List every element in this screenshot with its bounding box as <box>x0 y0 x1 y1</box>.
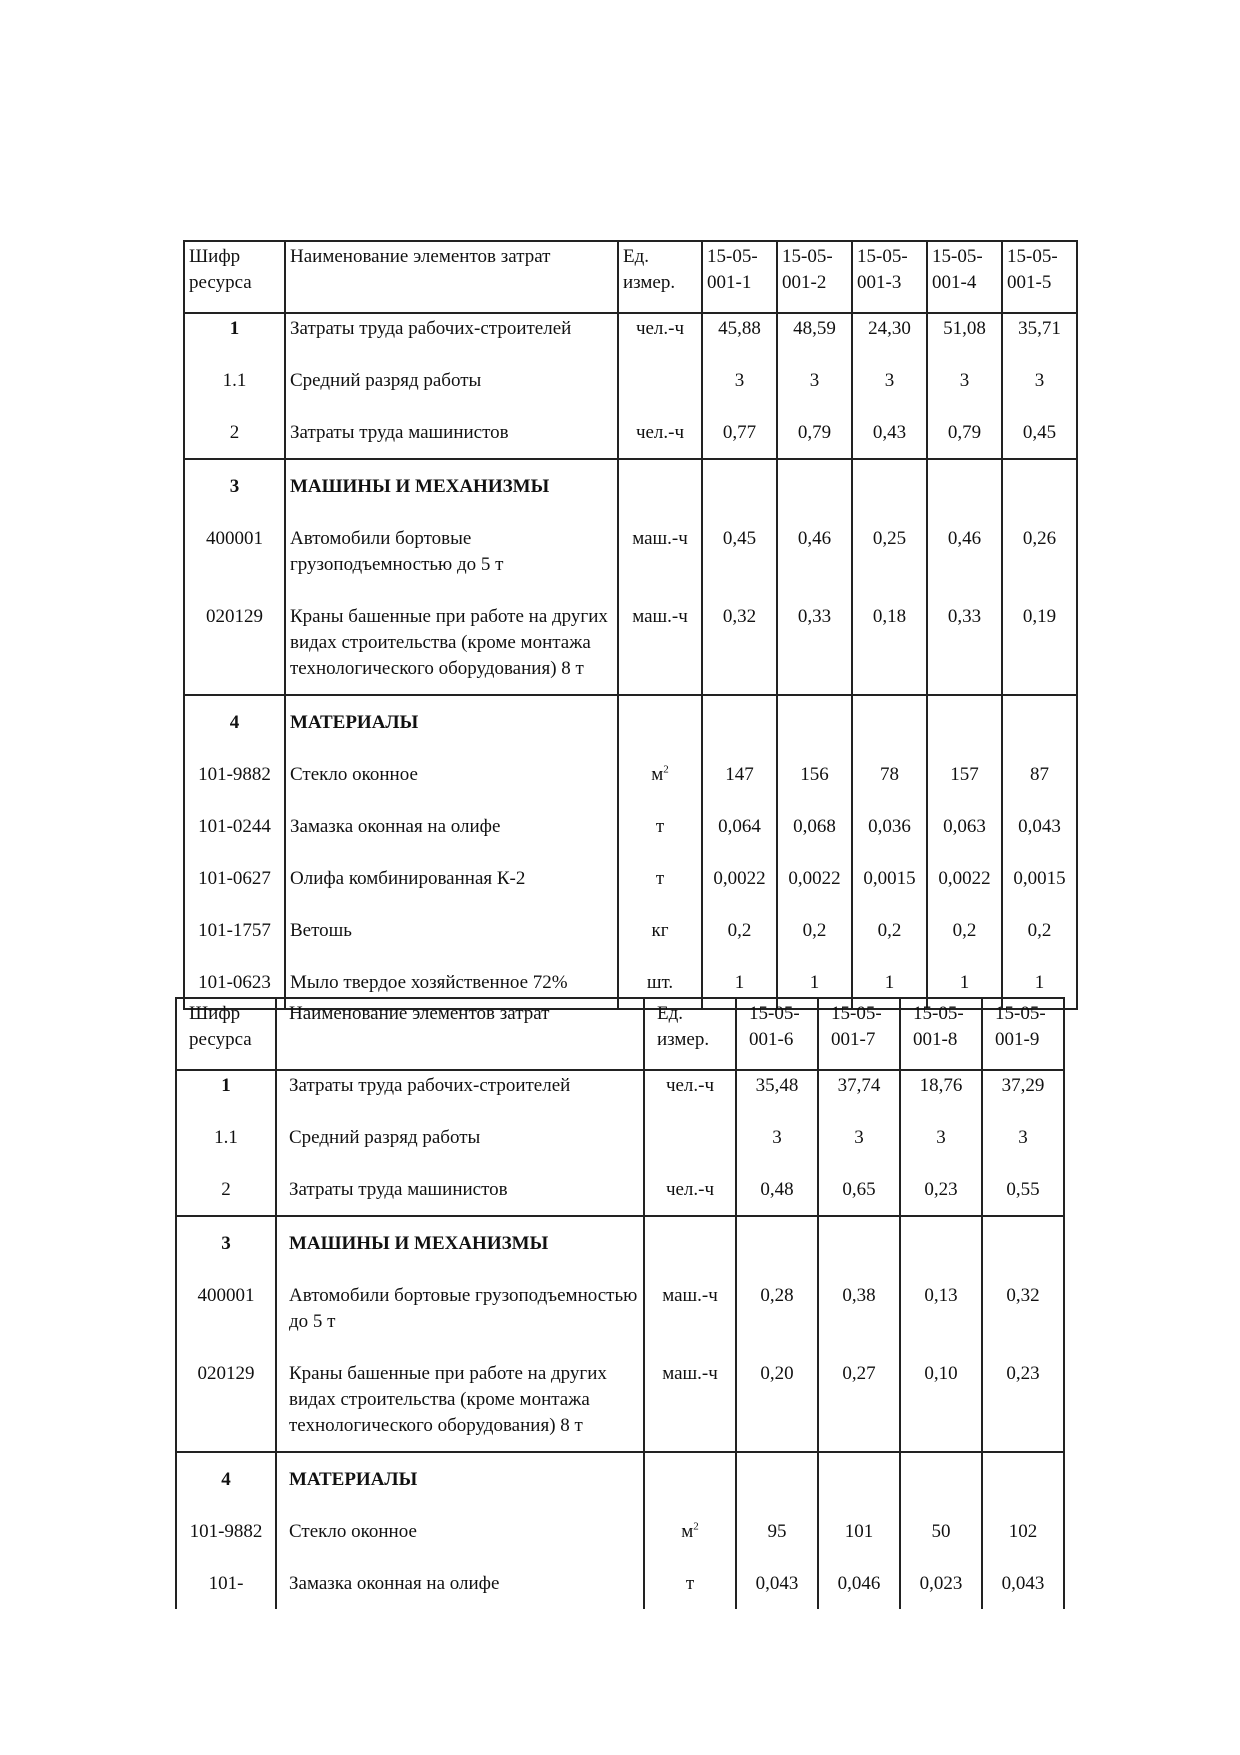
row-name: Краны башенные при работе на других видах строительства (кроме монтажа технологического оборудования) 8 т <box>276 1347 644 1452</box>
row-value <box>702 459 777 512</box>
row-value: 0,036 <box>852 800 927 852</box>
row-value <box>736 1452 818 1505</box>
table-row <box>184 590 1077 695</box>
row-value: 3 <box>927 354 1002 406</box>
row-unit <box>618 354 702 406</box>
row-value <box>982 1216 1064 1269</box>
header-col: 15-05-001-9 <box>982 998 1064 1070</box>
row-name: Средний разряд работы <box>285 354 618 406</box>
table-row <box>176 1557 1064 1609</box>
row-value: 87 <box>1002 748 1077 800</box>
row-value: 3 <box>852 354 927 406</box>
row-name: Стекло оконное <box>276 1505 644 1557</box>
row-value: 0,46 <box>777 512 852 590</box>
row-value: 50 <box>900 1505 982 1557</box>
row-unit <box>644 1070 736 1111</box>
row-value: 0,0022 <box>777 852 852 904</box>
row-unit <box>618 512 702 590</box>
table-row <box>184 852 1077 904</box>
row-code: 400001 <box>176 1269 276 1347</box>
row-value: 0,27 <box>818 1347 900 1452</box>
table-row <box>176 1070 1064 1111</box>
row-unit <box>618 695 702 748</box>
row-code: 400001 <box>184 512 285 590</box>
unit-label: чел.-ч <box>635 318 685 339</box>
row-code: 101- <box>176 1557 276 1609</box>
table-row <box>176 1505 1064 1557</box>
row-value: 101 <box>818 1505 900 1557</box>
row-value: 35,71 <box>1002 313 1077 354</box>
row-code: 4 <box>176 1452 276 1505</box>
unit-label: т <box>655 868 665 889</box>
row-value: 0,0015 <box>852 852 927 904</box>
unit-superscript: 2 <box>693 1520 699 1533</box>
row-value: 0,23 <box>982 1347 1064 1452</box>
row-unit <box>644 1452 736 1505</box>
row-value <box>818 1216 900 1269</box>
row-value: 0,33 <box>927 590 1002 695</box>
row-value: 0,32 <box>982 1269 1064 1347</box>
unit-label: т <box>685 1573 695 1594</box>
row-unit <box>644 1111 736 1163</box>
row-unit <box>644 1163 736 1216</box>
row-value: 1 <box>852 956 927 1009</box>
row-name: МАШИНЫ И МЕХАНИЗМЫ <box>285 459 618 512</box>
row-value: 0,65 <box>818 1163 900 1216</box>
unit-label: т <box>655 816 665 837</box>
row-value: 0,0022 <box>702 852 777 904</box>
unit-label: чел.-ч <box>635 422 685 443</box>
row-value: 0,43 <box>852 406 927 459</box>
header-col: 15-05-001-3 <box>852 241 927 313</box>
row-unit <box>644 1347 736 1452</box>
row-value: 78 <box>852 748 927 800</box>
row-value: 3 <box>818 1111 900 1163</box>
table-row <box>176 1163 1064 1216</box>
row-value: 3 <box>1002 354 1077 406</box>
table-row <box>184 512 1077 590</box>
row-code: 101-0623 <box>184 956 285 1009</box>
row-value: 0,2 <box>1002 904 1077 956</box>
row-value: 0,28 <box>736 1269 818 1347</box>
row-value: 1 <box>1002 956 1077 1009</box>
unit-label: чел.-ч <box>665 1179 715 1200</box>
row-unit <box>644 1505 736 1557</box>
row-value: 0,79 <box>777 406 852 459</box>
header-code: Шифр ресурса <box>176 998 276 1070</box>
row-code: 1 <box>176 1070 276 1111</box>
row-name: Затраты труда машинистов <box>285 406 618 459</box>
row-value: 0,20 <box>736 1347 818 1452</box>
row-value: 0,046 <box>818 1557 900 1609</box>
row-value: 0,2 <box>702 904 777 956</box>
row-value: 0,48 <box>736 1163 818 1216</box>
row-value: 0,19 <box>1002 590 1077 695</box>
row-code: 1.1 <box>184 354 285 406</box>
row-name: Затраты труда машинистов <box>276 1163 644 1216</box>
row-unit <box>618 313 702 354</box>
row-value <box>736 1216 818 1269</box>
table-row <box>176 1216 1064 1269</box>
row-code: 101-9882 <box>184 748 285 800</box>
header-name: Наименование элементов затрат <box>276 998 644 1070</box>
row-value: 0,26 <box>1002 512 1077 590</box>
row-value: 0,043 <box>982 1557 1064 1609</box>
row-value: 0,13 <box>900 1269 982 1347</box>
header-col: 15-05-001-1 <box>702 241 777 313</box>
row-value <box>702 695 777 748</box>
row-value <box>852 695 927 748</box>
table-row <box>184 459 1077 512</box>
table-header-row <box>176 998 1064 1070</box>
row-value: 147 <box>702 748 777 800</box>
row-unit <box>644 1557 736 1609</box>
table-row <box>184 354 1077 406</box>
row-code: 2 <box>176 1163 276 1216</box>
unit-label: маш.-ч <box>632 528 688 549</box>
row-value: 1 <box>927 956 1002 1009</box>
unit-label: маш.-ч <box>632 606 688 627</box>
row-code: 101-1757 <box>184 904 285 956</box>
row-unit <box>618 406 702 459</box>
row-value <box>982 1452 1064 1505</box>
row-value: 0,0015 <box>1002 852 1077 904</box>
row-value <box>900 1216 982 1269</box>
row-value: 95 <box>736 1505 818 1557</box>
row-value: 1 <box>702 956 777 1009</box>
row-value: 0,043 <box>736 1557 818 1609</box>
row-value: 0,32 <box>702 590 777 695</box>
row-name: Ветошь <box>285 904 618 956</box>
row-code: 4 <box>184 695 285 748</box>
header-name: Наименование элементов затрат <box>285 241 618 313</box>
row-name: Краны башенные при работе на других видах строительства (кроме монтажа технологического оборудования) 8 т <box>285 590 618 695</box>
header-unit: Ед. измер. <box>644 998 736 1070</box>
row-value: 157 <box>927 748 1002 800</box>
header-col: 15-05-001-4 <box>927 241 1002 313</box>
header-unit: Ед. измер. <box>618 241 702 313</box>
row-value: 0,55 <box>982 1163 1064 1216</box>
table-row <box>184 748 1077 800</box>
row-name: МАТЕРИАЛЫ <box>285 695 618 748</box>
row-value: 3 <box>777 354 852 406</box>
table-row <box>176 1452 1064 1505</box>
row-value: 0,33 <box>777 590 852 695</box>
row-unit <box>618 904 702 956</box>
unit-label: чел.-ч <box>665 1075 715 1096</box>
resource-table-1 <box>183 240 1078 1010</box>
row-value: 156 <box>777 748 852 800</box>
header-col: 15-05-001-2 <box>777 241 852 313</box>
row-value: 0,2 <box>927 904 1002 956</box>
row-value: 0,38 <box>818 1269 900 1347</box>
table-header-row <box>184 241 1077 313</box>
row-code: 1 <box>184 313 285 354</box>
row-code: 3 <box>184 459 285 512</box>
header-col: 15-05-001-8 <box>900 998 982 1070</box>
row-value: 0,18 <box>852 590 927 695</box>
resource-table-2 <box>175 997 1065 1609</box>
unit-label: кг <box>651 920 669 941</box>
row-value <box>927 459 1002 512</box>
table-row <box>184 904 1077 956</box>
row-code: 101-0627 <box>184 852 285 904</box>
header-col: 15-05-001-5 <box>1002 241 1077 313</box>
row-name: МАШИНЫ И МЕХАНИЗМЫ <box>276 1216 644 1269</box>
row-value: 37,29 <box>982 1070 1064 1111</box>
row-code: 020129 <box>176 1347 276 1452</box>
row-value: 0,45 <box>1002 406 1077 459</box>
row-code: 3 <box>176 1216 276 1269</box>
row-value: 102 <box>982 1505 1064 1557</box>
unit-label: м <box>651 764 664 785</box>
row-value: 0,064 <box>702 800 777 852</box>
row-value: 0,023 <box>900 1557 982 1609</box>
header-col: 15-05-001-6 <box>736 998 818 1070</box>
unit-label: м <box>681 1521 694 1542</box>
row-value <box>900 1452 982 1505</box>
row-value: 0,043 <box>1002 800 1077 852</box>
row-unit <box>618 800 702 852</box>
row-value: 48,59 <box>777 313 852 354</box>
row-name: Замазка оконная на олифе <box>285 800 618 852</box>
row-value: 37,74 <box>818 1070 900 1111</box>
row-name: Стекло оконное <box>285 748 618 800</box>
row-value: 24,30 <box>852 313 927 354</box>
row-value <box>777 695 852 748</box>
row-value: 0,46 <box>927 512 1002 590</box>
row-name: Затраты труда рабочих-строителей <box>285 313 618 354</box>
row-value: 3 <box>982 1111 1064 1163</box>
row-name: Олифа комбинированная К-2 <box>285 852 618 904</box>
row-value: 35,48 <box>736 1070 818 1111</box>
row-name: Средний разряд работы <box>276 1111 644 1163</box>
row-value <box>852 459 927 512</box>
row-name: Замазка оконная на олифе <box>276 1557 644 1609</box>
header-col: 15-05-001-7 <box>818 998 900 1070</box>
table-row <box>176 1347 1064 1452</box>
table-row <box>176 1269 1064 1347</box>
row-unit <box>618 590 702 695</box>
row-value: 0,23 <box>900 1163 982 1216</box>
unit-label: маш.-ч <box>662 1363 718 1384</box>
row-code: 1.1 <box>176 1111 276 1163</box>
row-value: 1 <box>777 956 852 1009</box>
row-unit <box>644 1269 736 1347</box>
row-value: 18,76 <box>900 1070 982 1111</box>
row-value <box>1002 695 1077 748</box>
row-code: 101-0244 <box>184 800 285 852</box>
row-unit <box>644 1216 736 1269</box>
row-value <box>1002 459 1077 512</box>
row-value: 0,0022 <box>927 852 1002 904</box>
row-value: 3 <box>900 1111 982 1163</box>
row-name: Мыло твердое хозяйственное 72% <box>285 956 618 1009</box>
row-value: 0,10 <box>900 1347 982 1452</box>
row-value: 51,08 <box>927 313 1002 354</box>
row-name: Автомобили бортовые грузоподъемностью до 5 т <box>285 512 618 590</box>
table-row <box>176 1111 1064 1163</box>
table-row <box>184 800 1077 852</box>
row-unit <box>618 459 702 512</box>
row-value <box>818 1452 900 1505</box>
row-value: 0,77 <box>702 406 777 459</box>
row-value: 0,25 <box>852 512 927 590</box>
row-name: Автомобили бортовые грузоподъемностью до 5 т <box>276 1269 644 1347</box>
header-code: Шифр ресурса <box>184 241 285 313</box>
row-name: МАТЕРИАЛЫ <box>276 1452 644 1505</box>
row-value: 0,79 <box>927 406 1002 459</box>
row-code: 2 <box>184 406 285 459</box>
row-value <box>927 695 1002 748</box>
row-name: Затраты труда рабочих-строителей <box>276 1070 644 1111</box>
row-value: 0,45 <box>702 512 777 590</box>
row-code: 101-9882 <box>176 1505 276 1557</box>
row-value: 0,068 <box>777 800 852 852</box>
row-value: 0,063 <box>927 800 1002 852</box>
row-value <box>777 459 852 512</box>
unit-label: маш.-ч <box>662 1285 718 1306</box>
row-value: 0,2 <box>777 904 852 956</box>
unit-label: шт. <box>646 972 674 993</box>
unit-superscript: 2 <box>663 763 669 776</box>
row-unit <box>618 748 702 800</box>
table-row <box>184 695 1077 748</box>
table-row <box>184 406 1077 459</box>
row-unit <box>618 852 702 904</box>
row-value: 3 <box>736 1111 818 1163</box>
row-value: 45,88 <box>702 313 777 354</box>
table-row <box>184 313 1077 354</box>
row-value: 3 <box>702 354 777 406</box>
row-value: 0,2 <box>852 904 927 956</box>
row-code: 020129 <box>184 590 285 695</box>
